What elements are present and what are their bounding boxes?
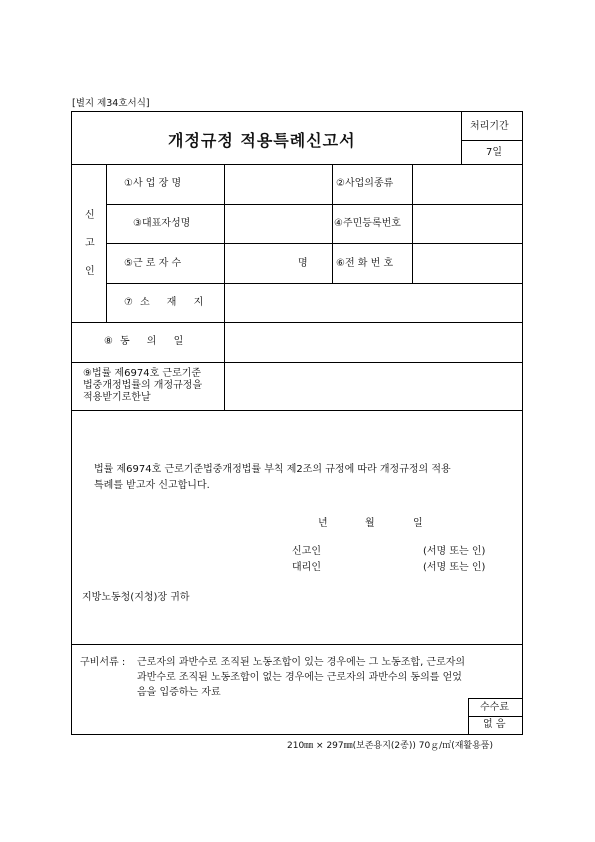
reporter-char-2: 고: [85, 238, 95, 249]
date-month: 월: [365, 518, 375, 529]
resident-number-label: ④주민등록번호: [334, 218, 401, 229]
apply-date-label-2: 법중개정법률의 개정규정을: [83, 380, 203, 391]
representative-label: ③대표자성명: [133, 218, 191, 229]
worker-count-unit: 명: [298, 258, 308, 269]
fee-label: 수수료: [480, 702, 509, 713]
location-label: ⑦소 재 지: [124, 297, 211, 308]
documents-line-1: 근로자의 과반수로 조직된 노동조합이 있는 경우에는 그 노동조합, 근로자의: [137, 657, 466, 668]
processing-period-value: 7일: [486, 147, 503, 158]
reporter-sign: (서명 또는 인): [423, 546, 486, 557]
documents-line-2: 과반수로 조직된 노동조합이 없는 경우에는 근로자의 과반수의 동의를 얻었: [137, 672, 462, 683]
business-type-label: ②사업의종류: [336, 178, 394, 189]
fee-value: 없 음: [483, 719, 506, 730]
report-form: [71, 111, 523, 735]
worker-count-label: ⑤근 로 자 수: [124, 258, 182, 269]
date-day: 일: [413, 518, 423, 529]
reporter-char-1: 신: [85, 210, 95, 221]
date-year: 년: [318, 518, 328, 529]
documents-line-3: 음을 입증하는 자료: [137, 687, 221, 698]
apply-date-label-1: ⑨법률 제6974호 근로기준: [83, 368, 202, 379]
business-name-label: ①사 업 장 명: [124, 178, 182, 189]
agent-sign: (서명 또는 인): [423, 562, 486, 573]
form-number: [별지 제34호서식]: [72, 98, 150, 109]
processing-period-label: 처리기간: [470, 121, 509, 132]
agent-signer-label: 대리인: [292, 562, 321, 573]
phone-label: ⑥전 화 번 호: [336, 258, 394, 269]
apply-date-label-3: 적용받기로한날: [83, 392, 151, 403]
reporter-signer-label: 신고인: [292, 546, 321, 557]
documents-label: 구비서류 :: [80, 657, 126, 668]
reporter-char-3: 인: [85, 266, 95, 277]
statement-line-1: 법률 제6974호 근로기준법중개정법률 부칙 제2조의 규정에 따라 개정규정의 적용: [94, 464, 451, 475]
statement-line-2: 특례를 받고자 신고합니다.: [94, 480, 210, 491]
form-title: 개정규정 적용특례신고서: [168, 131, 356, 150]
agreement-date-label: ⑧동 의 일: [104, 336, 191, 347]
paper-spec: 210㎜ × 297㎜(보존용지(2종)) 70ｇ/㎡(재활용품): [287, 741, 494, 751]
addressee: 지방노동청(지청)장 귀하: [82, 592, 190, 603]
